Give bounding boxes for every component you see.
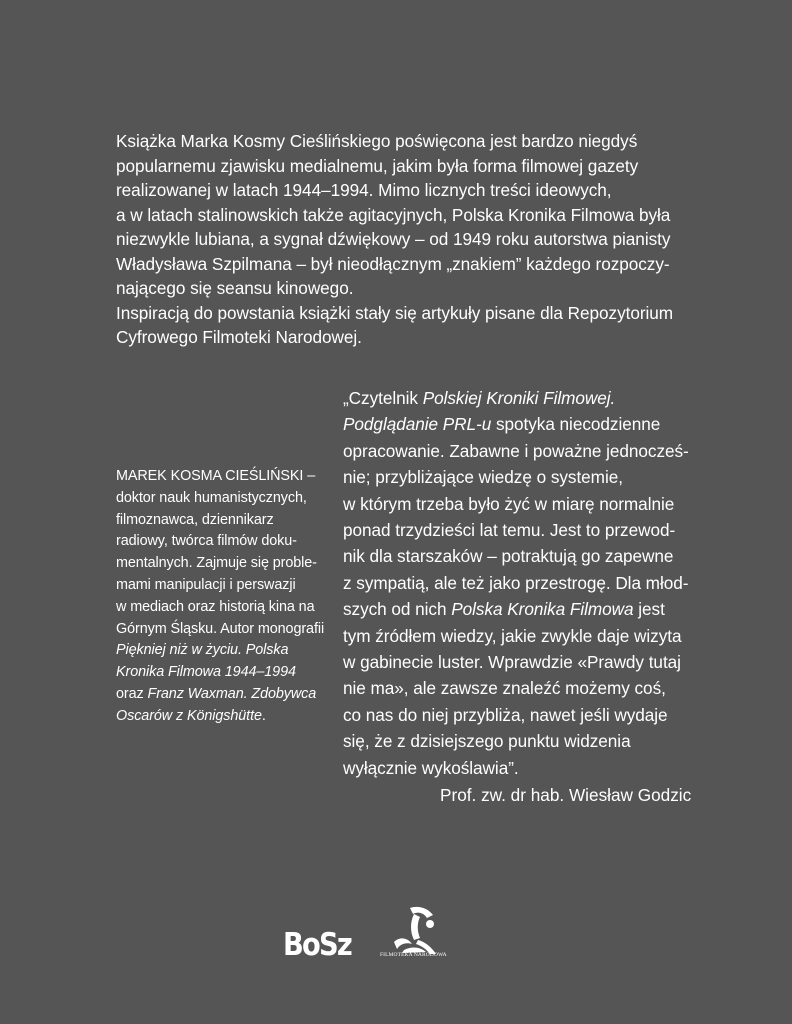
bio-line [116,640,341,662]
quote-line: z sympatią, ale też jako przestrogę. Dla młod- [343,572,689,593]
book-title: Polskiej Kroniki Filmowej. [422,388,616,408]
quote-line: tym źródłem wiedzy, jakie zwykle daje wizyta [343,625,682,646]
book-title: Podglądanie PRL-u [343,414,492,435]
intro-line: realizowanej w latach 1944–1994. Mimo licznych treści ideowych, [116,180,612,200]
book-title: Polska Kronika Filmowa [451,599,634,620]
review-quote [343,385,723,781]
bio-line [116,662,341,684]
intro-paragraph [116,129,756,350]
bio-line: mami manipulacji i perswazji [116,576,296,593]
bio-line: MAREK KOSMA CIEŚLIŃSKI – [116,468,316,484]
quote-text: jest [633,599,665,620]
book-title: Kronika Filmowa 1944–1994 [116,664,296,681]
quote-line: ponad trzydzieści lat temu. Jest to przewod- [343,520,676,541]
bio-line: doktor nauk humanistycznych, [116,489,307,506]
book-title: Oscarów z Königshütte [116,707,262,724]
bio-text: . [261,707,266,724]
bio-line [116,706,341,728]
intro-line: Inspiracją do powstania książki stały się artykuły pisane dla Repozytorium [116,302,674,323]
quote-attribution: Prof. zw. dr hab. Wiesław Godzic [440,785,692,805]
quote-text: „Czytelnik [343,388,423,408]
quote-line [343,411,723,437]
quote-line: w którym trzeba było żyć w miarę normalnie [343,493,675,514]
quote-line [343,385,723,411]
bio-line: w mediach oraz historią kina na [116,598,315,615]
bio-text: oraz [116,685,148,702]
bosz-logo: BoSz [283,927,352,963]
quote-line: wyłącznie wykoślawia”. [343,757,519,778]
quote-line: opracowanie. Zabawne i poważne jednocześ- [343,440,689,461]
quote-line: nie; przybliżające wiedzę o systemie, [343,467,623,488]
book-title: Franz Waxman. Zdobywca [147,685,317,702]
quote-line: nik dla starszaków – potraktują go zapewne [343,546,674,567]
intro-line: niezwykle lubiana, a sygnał dźwiękowy – od 1949 roku autorstwa pianisty [116,229,671,249]
intro-line: Książka Marka Kosmy Cieślińskiego poświęcona jest bardzo niegdyś [116,131,638,151]
bio-line: radiowy, twórca filmów doku- [116,533,297,550]
intro-line: nającego się seansu kinowego. [116,278,354,298]
bio-line: mentalnych. Zajmuje się proble- [116,555,317,572]
intro-line: Cyfrowego Filmoteki Narodowej. [116,327,362,347]
filmoteka-narodowa-label: FILMOTEKA NARODOWA [380,952,447,958]
bio-line: filmoznawca, dziennikarz [116,511,274,528]
bio-line [116,684,341,706]
bio-line: Górnym Śląsku. Autor monografii [116,620,325,637]
book-title: Piękniej niż w życiu. Polska [116,642,289,659]
intro-line: Władysława Szpilmana – był nieodłącznym „znakiem” każdego rozpoczy- [116,253,670,274]
quote-line: się, że z dzisiejszego punktu widzenia [343,731,631,752]
quote-text: szych od nich [343,599,452,620]
quote-text: spotyka niecodzienne [491,414,661,435]
quote-line: w gabinecie luster. Wprawdzie «Prawdy tutaj [343,652,681,673]
author-bio [116,466,341,728]
intro-line: a w latach stalinowskich także agitacyjnych, Polska Kronika Filmowa była [116,204,671,225]
intro-line: popularnemu zjawisku medialnemu, jakim była forma filmowej gazety [116,155,639,176]
quote-line: nie ma», ale zawsze znaleźć możemy coś, [343,678,666,699]
quote-line [343,596,723,622]
quote-line: co nas do niej przybliża, nawet jeśli wydaje [343,704,668,725]
